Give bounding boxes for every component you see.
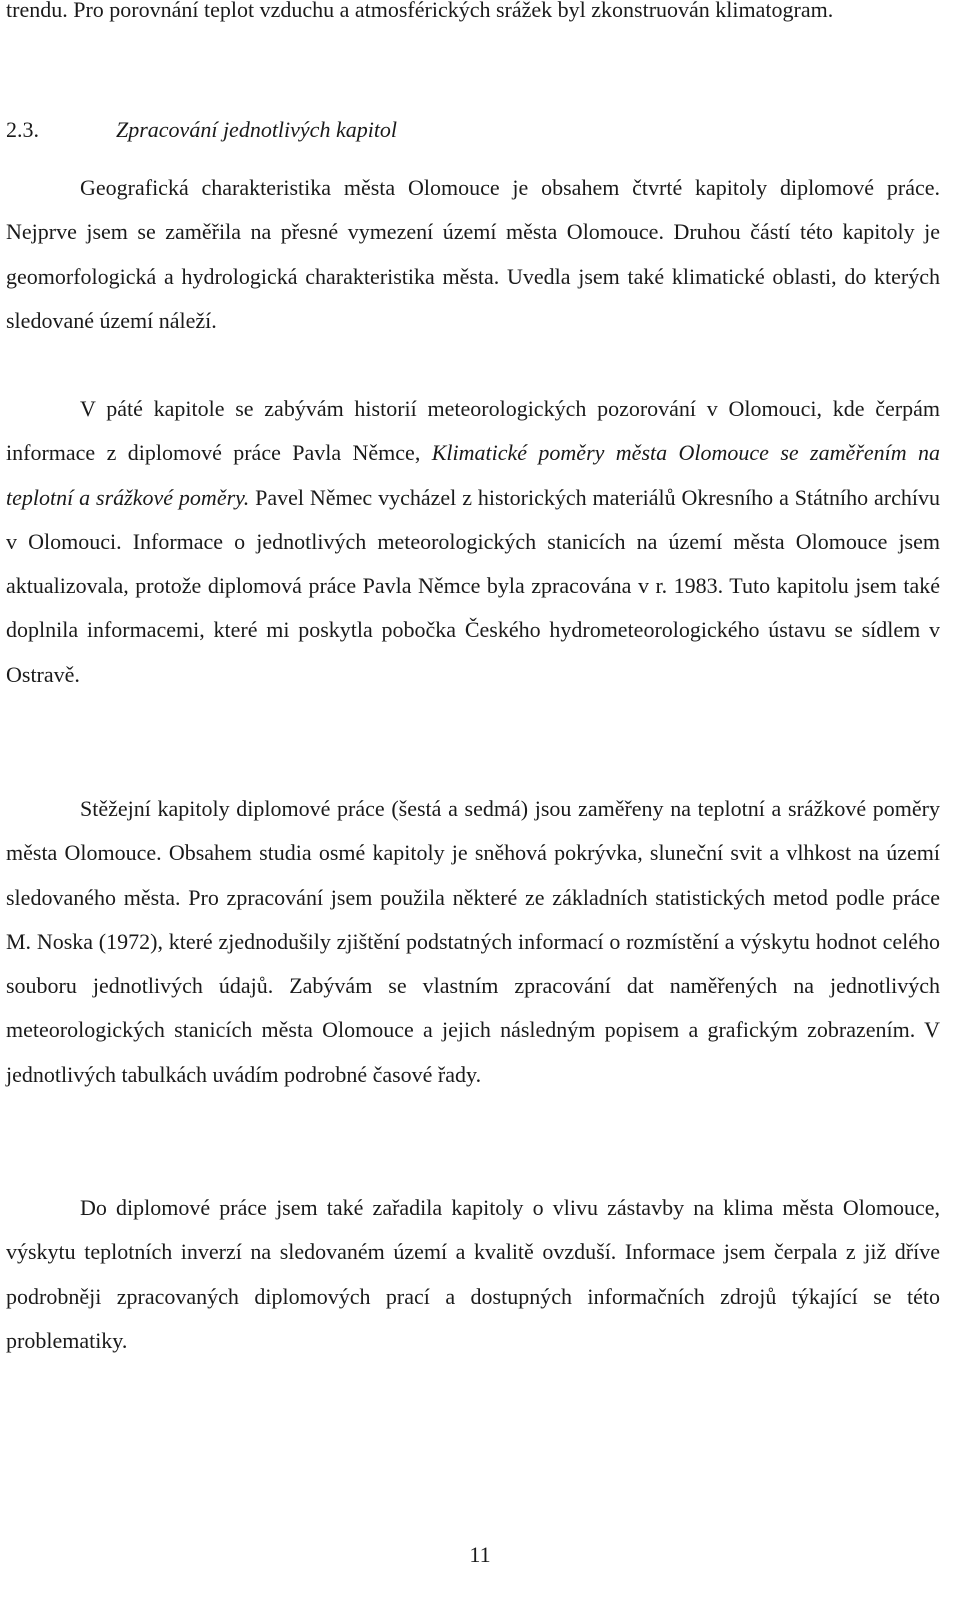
intro-paragraph: trendu. Pro porovnání teplot vzduchu a atmosférických srážek byl zkonstruován klimatogram. xyxy=(6,0,834,22)
paragraph-main-chapters xyxy=(6,787,940,1097)
section-heading xyxy=(6,108,397,152)
section-number: 2.3. xyxy=(6,117,39,142)
paragraph-geography-text: Geografická charakteristika města Olomouce je obsahem čtvrté kapitoly diplomové práce. Nejprve jsem se zaměřila na přesné vymezení území města Olomouce. Druhou částí této kapitoly je geomorfologická a hydrologická charakteristika města. Uvedla jsem také klimatické oblasti, do kterých sledované území náleží. xyxy=(6,175,940,333)
paragraph-history-text-a: V páté kapitole se zabývám historií meteorologických pozorování v Olomouci, kde čerpám informace z diplomové práce Pavla Němce, xyxy=(6,396,940,466)
cited-thesis-title: Klimatické poměry města Olomouce se zaměřením na teplotní a srážkové poměry. xyxy=(6,440,940,510)
paragraph-main-chapters-text: Stěžejní kapitoly diplomové práce (šestá a sedmá) jsou zaměřeny na teplotní a srážkové poměry města Olomouce. Obsahem studia osmé kapitoly je sněhová pokrývka, sluneční svit a vlhkost na území sledovaného města. Pro zpracování jsem použila některé ze základních statistických metod podle práce M. Noska (1972), které zjednodušily zjištění podstatných informací o rozmístění a výskytu hodnot celého souboru jednotlivých údajů. Zabývám se vlastním zpracování dat naměřených na jednotlivých meteorologických stanicích města Olomouce a jejich následným popisem a grafickým zobrazením. V jednotlivých tabulkách uvádím podrobné časové řady. xyxy=(6,796,940,1087)
paragraph-history xyxy=(6,387,940,697)
paragraph-history-text-b: Pavel Němec vycházel z historických materiálů Okresního a Státního archívu v Olomouci. Informace o jednotlivých meteorologických stanicích na území města Olomouce jsem aktualizovala, protože diplomová práce Pavla Němce byla zpracována v r. 1983. Tuto kapitolu jsem také doplnila informacemi, které mi poskytla pobočka Českého hydrometeorologického ústavu se sídlem v Ostravě. xyxy=(6,484,940,687)
page-number: 11 xyxy=(469,1542,491,1567)
paragraph-geography xyxy=(6,166,940,343)
paragraph-additional-chapters xyxy=(6,1186,940,1363)
section-title: Zpracování jednotlivých kapitol xyxy=(116,117,398,142)
paragraph-additional-chapters-text: Do diplomové práce jsem také zařadila kapitoly o vlivu zástavby na klima města Olomouce, výskytu teplotních inverzí na sledovaném území a kvalitě ovzduší. Informace jsem čerpala z již dříve podrobněji zpracovaných diplomových prací a dostupných informačních zdrojů týkající se této problematiky. xyxy=(6,1195,940,1353)
